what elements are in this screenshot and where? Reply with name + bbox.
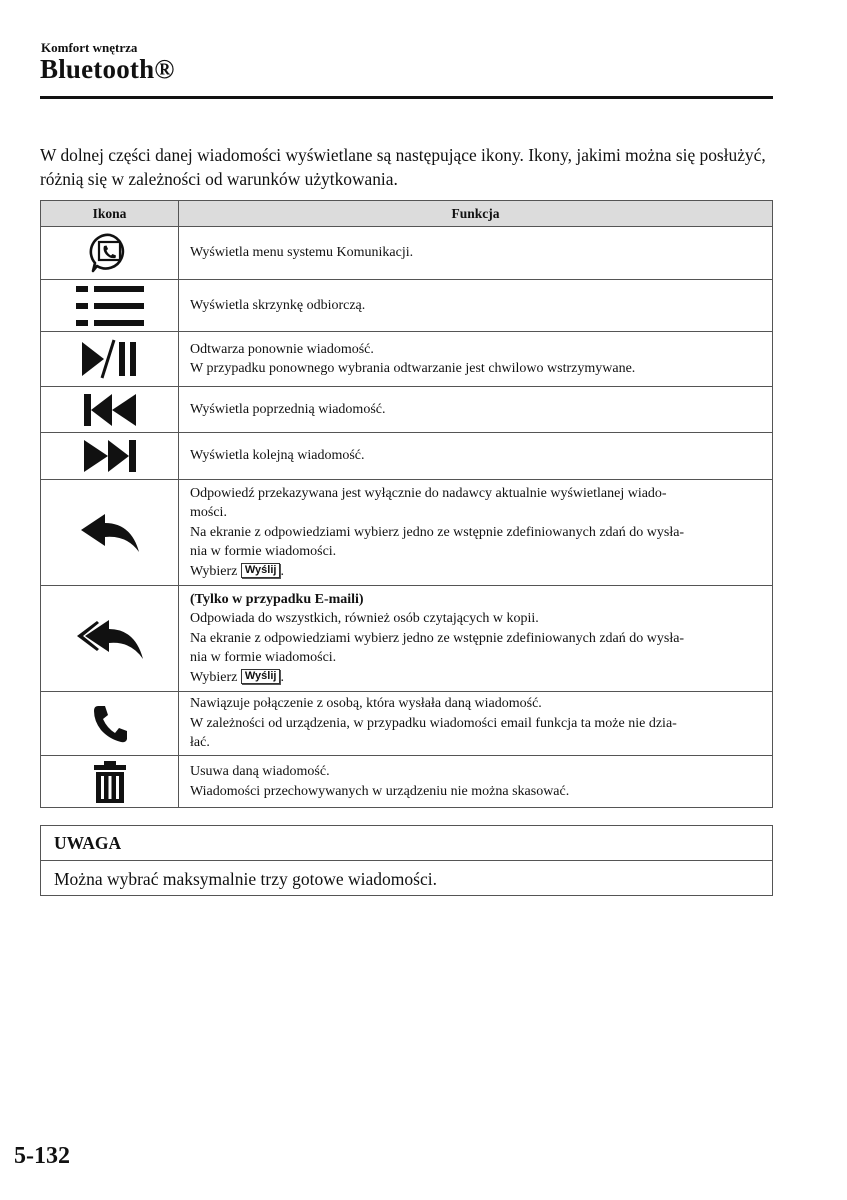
page-title: Bluetooth®: [40, 54, 175, 84]
function-line: Wyświetla kolejną wiadomość.: [190, 448, 365, 464]
inbox-list-icon: [41, 280, 179, 332]
function-line: Na ekranie z odpowiedziami wybierz jedno ze wstępnie zdefiniowanych zdań do wysła-: [190, 630, 685, 646]
table-header-row: [41, 201, 773, 227]
function-cell: [179, 692, 773, 756]
select-instruction: [190, 668, 760, 688]
select-prefix: Wybierz: [190, 563, 238, 579]
function-line: łać.: [190, 735, 210, 751]
table-row: [41, 387, 773, 433]
column-header-function: Funkcja: [179, 201, 773, 227]
title-rule: [40, 96, 773, 99]
function-cell: [179, 586, 773, 692]
function-heading: (Tylko w przypadku E-maili): [190, 591, 364, 607]
function-line: mości.: [190, 505, 227, 521]
trash-icon: [41, 756, 179, 808]
column-header-icon: Ikona: [41, 201, 179, 227]
function-cell: [179, 480, 773, 586]
function-line: nia w formie wiadomości.: [190, 650, 337, 666]
function-line: Na ekranie z odpowiedziami wybierz jedno ze wstępnie zdefiniowanych zdań do wysła-: [190, 524, 685, 540]
function-line: Wiadomości przechowywanych w urządzeniu nie można skasować.: [190, 783, 570, 799]
function-line: Wyświetla poprzednią wiadomość.: [190, 401, 386, 417]
function-line: Usuwa daną wiadomość.: [190, 764, 330, 779]
function-cell: [179, 756, 773, 808]
page-number: 5-132: [14, 1143, 70, 1169]
note-text: Można wybrać maksymalnie trzy gotowe wiadomości.: [54, 869, 437, 889]
previous-icon: [41, 387, 179, 433]
function-line: W zależności od urządzenia, w przypadku wiadomości email funkcja ta może nie dzia-: [190, 715, 677, 731]
select-prefix: Wybierz: [190, 669, 238, 685]
function-cell: [179, 280, 773, 332]
function-cell: [179, 433, 773, 480]
select-suffix: .: [280, 563, 284, 579]
communication-menu-icon: [41, 227, 179, 280]
next-icon: [41, 433, 179, 480]
table-row: [41, 692, 773, 756]
play-pause-icon: [41, 332, 179, 387]
reply-icon: [41, 480, 179, 586]
function-cell: [179, 332, 773, 387]
select-suffix: .: [280, 669, 284, 685]
function-line: W przypadku ponownego wybrania odtwarzanie jest chwilowo wstrzymywane.: [190, 361, 636, 376]
table-row: [41, 332, 773, 387]
send-button: Wyślij: [241, 563, 281, 578]
reply-all-icon: [41, 586, 179, 692]
note-box: [40, 825, 773, 896]
send-button: Wyślij: [241, 669, 281, 684]
function-line: Wyświetla skrzynkę odbiorczą.: [190, 297, 366, 313]
section-label: Komfort wnętrza: [41, 40, 138, 55]
function-cell: [179, 387, 773, 433]
table-row: [41, 480, 773, 586]
phone-icon: [41, 692, 179, 756]
function-line: Wyświetla menu systemu Komunikacji.: [190, 245, 414, 261]
table-row: [41, 280, 773, 332]
table-row: [41, 227, 773, 280]
table-row: [41, 586, 773, 692]
table-row: [41, 756, 773, 808]
note-title: UWAGA: [41, 826, 772, 861]
select-instruction: [190, 562, 760, 582]
intro-paragraph: W dolnej części danej wiadomości wyświetlane są następujące ikony. Ikony, jakimi można się posłużyć, różnią się w zależności od warunków użytkowania.: [40, 145, 766, 189]
function-line: Nawiązuje połączenie z osobą, która wysłała daną wiadomość.: [190, 696, 542, 712]
function-cell: [179, 227, 773, 280]
function-line: Odtwarza ponownie wiadomość.: [190, 341, 374, 357]
function-line: Odpowiada do wszystkich, również osób czytających w kopii.: [190, 611, 539, 627]
function-line: Odpowiedź przekazywana jest wyłącznie do nadawcy aktualnie wyświetlanej wiado-: [190, 485, 667, 501]
table-row: [41, 433, 773, 480]
icon-function-table: [40, 200, 773, 808]
function-line: nia w formie wiadomości.: [190, 544, 337, 560]
